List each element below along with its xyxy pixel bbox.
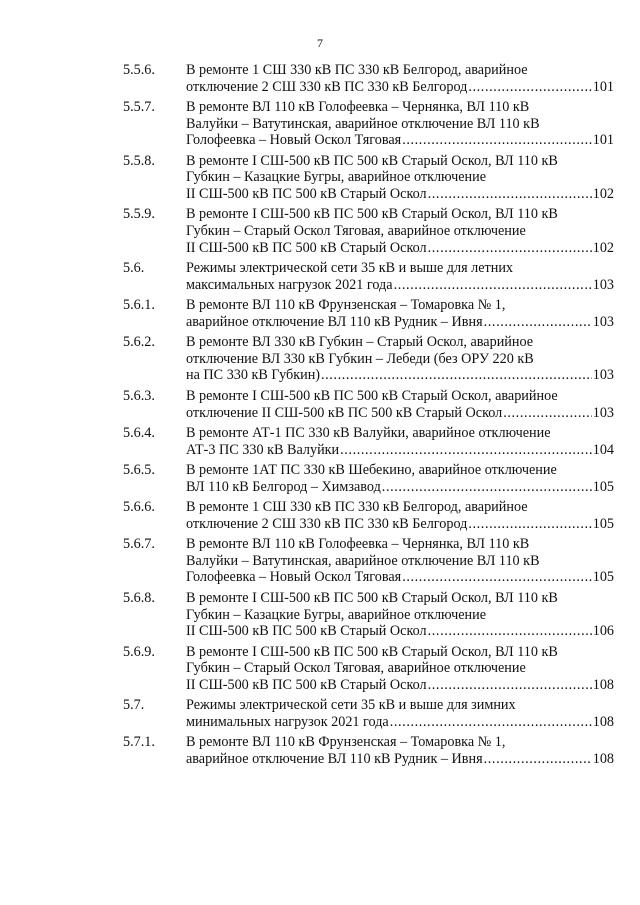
toc-entry-title-line: АТ-3 ПС 330 кВ Валуйки <box>186 441 340 458</box>
dot-leader <box>484 751 592 768</box>
toc-entry-title-line: II СШ-500 кВ ПС 500 кВ Старый Оскол <box>186 623 427 640</box>
dot-leader <box>394 277 592 294</box>
toc-entry-title-line: аварийное отключение ВЛ 110 кВ Рудник – Ивня <box>186 313 483 330</box>
toc-entry-number: 5.7.1. <box>123 734 155 751</box>
toc-entry-title-line: отключение 2 СШ 330 кВ ПС 330 кВ Белгород <box>186 78 468 95</box>
toc-entry-title-line: на ПС 330 кВ Губкин) <box>186 367 321 384</box>
toc-entry-page: 103 <box>592 367 614 384</box>
toc-entry-title-line: отключение 2 СШ 330 кВ ПС 330 кВ Белгород <box>186 515 468 532</box>
toc-entry-last-line <box>186 442 614 459</box>
toc-entry[interactable] <box>0 260 614 293</box>
toc-entry-title-line: Валуйки – Ватутинская, аварийное отключение ВЛ 110 кВ <box>186 552 540 569</box>
toc-entry[interactable] <box>0 536 614 586</box>
toc-entry-number: 5.5.6. <box>123 62 155 78</box>
toc-entry-page: 105 <box>592 478 614 495</box>
toc-entry-title-line: Губкин – Казацкие Бугры, аварийное отключение <box>186 606 487 623</box>
toc-entry-title-line: ВЛ 110 кВ Белгород – Химзавод <box>186 478 381 495</box>
toc-entry[interactable] <box>0 425 614 458</box>
toc-entry-number: 5.6.2. <box>123 334 155 351</box>
toc-entry-page: 102 <box>592 239 614 256</box>
toc-entry[interactable] <box>0 297 614 330</box>
toc-entry-number: 5.6.5. <box>123 462 155 479</box>
toc-entry-number: 5.5.8. <box>123 152 155 169</box>
toc-entry-number: 5.6.6. <box>123 499 155 516</box>
toc-entry-page: 103 <box>592 404 614 421</box>
toc-entry-title-line: минимальных нагрузок 2021 года <box>186 713 389 730</box>
toc-entry[interactable] <box>0 590 614 640</box>
toc-entry[interactable] <box>0 99 614 149</box>
dot-leader <box>468 516 591 533</box>
toc-entry-title-line: Режимы электрической сети 35 кВ и выше для летних <box>186 260 514 277</box>
toc-entry-page: 105 <box>592 515 614 532</box>
toc-entry-page: 105 <box>592 569 614 586</box>
toc-entry-title-line: В ремонте 1АТ ПС 330 кВ Шебекино, аварийное отключение <box>186 462 557 479</box>
toc-entry-number: 5.6.8. <box>123 589 155 606</box>
toc-entry-number: 5.6.1. <box>123 297 155 314</box>
toc-entry[interactable] <box>0 734 614 767</box>
dot-leader <box>390 714 592 731</box>
dot-leader <box>402 569 592 586</box>
toc-entry[interactable] <box>0 62 614 95</box>
toc-entry[interactable] <box>0 153 614 203</box>
dot-leader <box>402 132 592 149</box>
toc-entry-title-line: В ремонте 1 СШ 330 кВ ПС 330 кВ Белгород, аварийное <box>186 62 528 78</box>
toc-entry-last-line <box>186 751 614 768</box>
toc-entry-last-line <box>186 479 614 496</box>
toc-entry-last-line <box>186 623 614 640</box>
dot-leader <box>428 240 592 257</box>
toc-entry-title-line: В ремонте I СШ-500 кВ ПС 500 кВ Старый Оскол, аварийное <box>186 387 558 404</box>
toc-entry-title-line: аварийное отключение ВЛ 110 кВ Рудник – Ивня <box>186 750 483 767</box>
toc-entry-title-line: В ремонте ВЛ 110 кВ Фрунзенская – Томаровка № 1, <box>186 297 506 314</box>
toc-entry-number: 5.7. <box>123 697 145 714</box>
toc-entry-title-line: Голофеевка – Новый Оскол Тяговая <box>186 132 402 149</box>
toc-entry-number: 5.5.7. <box>123 99 155 116</box>
page-number: 7 <box>317 36 323 50</box>
toc-entry[interactable] <box>0 388 614 421</box>
toc-entry-title-line: В ремонте I СШ-500 кВ ПС 500 кВ Старый Оскол, ВЛ 110 кВ <box>186 152 558 169</box>
toc-entry-title-line: В ремонте I СШ-500 кВ ПС 500 кВ Старый Оскол, ВЛ 110 кВ <box>186 206 558 223</box>
toc-entry-number: 5.5.9. <box>123 206 155 223</box>
toc-entry[interactable] <box>0 206 614 256</box>
toc-entry-number: 5.6.4. <box>123 425 155 441</box>
toc-entry-title-line: В ремонте ВЛ 110 кВ Голофеевка – Чернянка, ВЛ 110 кВ <box>186 99 530 116</box>
toc-entry[interactable] <box>0 462 614 495</box>
toc-entry-last-line <box>186 277 614 294</box>
toc-entry-page: 108 <box>592 676 614 693</box>
toc-entry-page: 101 <box>592 132 614 149</box>
toc-entry[interactable] <box>0 334 614 384</box>
toc-entry-last-line <box>186 569 614 586</box>
dot-leader <box>484 314 592 331</box>
toc-entry-title-line: Губкин – Старый Оскол Тяговая, аварийное отключение <box>186 223 526 240</box>
toc-entry-last-line <box>186 240 614 257</box>
toc-entry[interactable] <box>0 499 614 532</box>
dot-leader <box>428 677 592 694</box>
toc-entry-page: 103 <box>592 276 614 293</box>
toc-entry-number: 5.6. <box>123 260 145 277</box>
toc-entry-title-line: В ремонте ВЛ 110 кВ Фрунзенская – Томаровка № 1, <box>186 734 506 751</box>
toc-entry-title-line: В ремонте ВЛ 110 кВ Голофеевка – Чернянка, ВЛ 110 кВ <box>186 536 530 553</box>
toc-entry-last-line <box>186 405 614 422</box>
dot-leader <box>428 623 592 640</box>
dot-leader <box>428 186 592 203</box>
toc-entry-number: 5.6.9. <box>123 643 155 660</box>
toc-entry-title-line: В ремонте 1 СШ 330 кВ ПС 330 кВ Белгород, аварийное <box>186 499 528 516</box>
toc-entry-page: 108 <box>592 713 614 730</box>
table-of-contents <box>0 62 640 771</box>
toc-entry-title-line: В ремонте I СШ-500 кВ ПС 500 кВ Старый Оскол, ВЛ 110 кВ <box>186 643 558 660</box>
toc-entry-last-line <box>186 186 614 203</box>
toc-entry[interactable] <box>0 644 614 694</box>
toc-entry-last-line <box>186 516 614 533</box>
toc-entry-last-line <box>186 367 614 384</box>
toc-entry-title-line: II СШ-500 кВ ПС 500 кВ Старый Оскол <box>186 185 427 202</box>
toc-entry-last-line <box>186 132 614 149</box>
toc-entry-title-line: В ремонте I СШ-500 кВ ПС 500 кВ Старый Оскол, ВЛ 110 кВ <box>186 589 558 606</box>
dot-leader <box>468 79 591 96</box>
toc-entry-page: 104 <box>592 441 614 458</box>
toc-entry-last-line <box>186 314 614 331</box>
toc-entry-title-line: Голофеевка – Новый Оскол Тяговая <box>186 569 402 586</box>
toc-entry-title-line: В ремонте ВЛ 330 кВ Губкин – Старый Оскол, аварийное <box>186 334 534 351</box>
toc-entry-last-line <box>186 714 614 731</box>
toc-entry-title-line: Режимы электрической сети 35 кВ и выше для зимних <box>186 697 516 714</box>
toc-entry-page: 101 <box>592 78 614 95</box>
toc-entry-page: 106 <box>592 623 614 640</box>
toc-entry[interactable] <box>0 697 614 730</box>
toc-entry-page: 108 <box>592 750 614 767</box>
toc-entry-title-line: Валуйки – Ватутинская, аварийное отключение ВЛ 110 кВ <box>186 115 540 132</box>
toc-entry-page: 103 <box>592 313 614 330</box>
toc-entry-title-line: Губкин – Казацкие Бугры, аварийное отключение <box>186 169 487 186</box>
toc-entry-page: 102 <box>592 185 614 202</box>
toc-entry-title-line: отключение ВЛ 330 кВ Губкин – Лебеди (без ОРУ 220 кВ <box>186 350 534 367</box>
dot-leader <box>340 442 592 459</box>
toc-entry-title-line: II СШ-500 кВ ПС 500 кВ Старый Оскол <box>186 676 427 693</box>
toc-entry-number: 5.6.7. <box>123 536 155 553</box>
toc-entry-title-line: В ремонте АТ-1 ПС 330 кВ Валуйки, аварийное отключение <box>186 425 551 441</box>
toc-entry-title-line: Губкин – Старый Оскол Тяговая, аварийное отключение <box>186 660 526 677</box>
toc-entry-title-line: II СШ-500 кВ ПС 500 кВ Старый Оскол <box>186 239 427 256</box>
dot-leader <box>321 367 592 384</box>
toc-entry-title-line: отключение II СШ-500 кВ ПС 500 кВ Старый Оскол <box>186 404 503 421</box>
toc-entry-last-line <box>186 79 614 96</box>
toc-entry-title-line: максимальных нагрузок 2021 года <box>186 276 393 293</box>
dot-leader <box>503 405 591 422</box>
toc-entry-number: 5.6.3. <box>123 387 155 404</box>
toc-entry-last-line <box>186 677 614 694</box>
dot-leader <box>382 479 592 496</box>
